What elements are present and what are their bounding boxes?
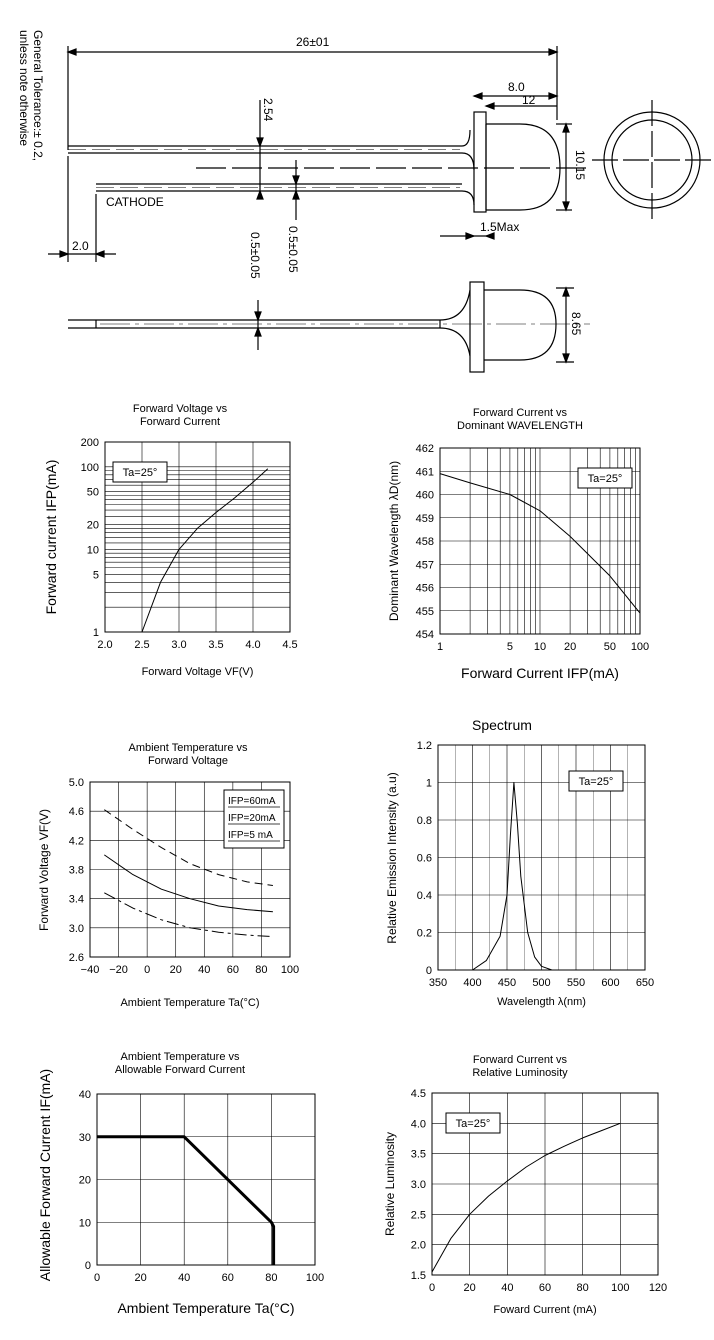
y-tick-label: 0.2	[416, 927, 432, 940]
y-tick-label: 50	[86, 486, 99, 499]
x-tick-label: 500	[532, 977, 551, 989]
dim-865-label: 8.65	[569, 312, 583, 336]
x-tick-label: 350	[428, 977, 448, 989]
y-tick-label: 3.0	[410, 1179, 426, 1191]
x-tick-label: 80	[576, 1282, 589, 1294]
y-tick-label: 40	[78, 1089, 91, 1101]
y-tick-label: 459	[415, 512, 434, 525]
x-tick-label: −20	[109, 964, 128, 976]
series-line	[142, 469, 268, 632]
x-tick-label: 20	[463, 1282, 476, 1294]
x-tick-label: 100	[630, 641, 650, 653]
y-tick-label: 456	[415, 582, 434, 595]
x-tick-label: 0	[144, 964, 151, 976]
x-tick-label: 4.0	[245, 639, 261, 651]
chart-title-line: Forward Current	[139, 416, 221, 428]
x-tick-label: 40	[501, 1282, 514, 1294]
y-tick-label: 1	[92, 627, 99, 639]
y-tick-label: 0	[84, 1260, 91, 1272]
x-tick-label: 1	[436, 641, 444, 653]
y-tick-label: 4.5	[410, 1088, 426, 1100]
y-tick-label: 462	[415, 443, 434, 455]
y-tick-label: 2.5	[410, 1209, 426, 1222]
x-tick-label: 80	[265, 1272, 278, 1284]
x-tick-label: 40	[178, 1272, 191, 1284]
x-tick-label: 100	[280, 964, 300, 976]
dim-1015-label: 10.15	[573, 150, 587, 181]
annotation-label: Ta=25°	[578, 776, 614, 788]
x-axis-label: Ambient Temperature Ta(°C)	[117, 1300, 295, 1316]
dim-lead-a-label: 0.5±0.05	[248, 232, 262, 279]
y-tick-label: 20	[86, 519, 99, 532]
chart-title-line: Forward Voltage vs	[132, 403, 228, 415]
legend-entry: IFP=60mA	[228, 796, 276, 807]
x-axis-label: Wavelength λ(nm)	[497, 996, 586, 1008]
y-tick-label: 0.4	[416, 890, 432, 902]
annotation-label: Ta=25°	[122, 467, 158, 479]
x-tick-label: 50	[603, 641, 617, 653]
x-tick-label: 0	[93, 1272, 101, 1284]
y-tick-label: 10	[78, 1217, 91, 1230]
x-tick-label: 80	[255, 964, 268, 976]
chart-title-line: Spectrum	[472, 717, 532, 733]
y-axis-label: Allowable Forward Current IF(mA)	[37, 1068, 53, 1282]
tolerance-note-line2: unless note otherwise	[17, 30, 31, 147]
x-tick-label: 2.0	[97, 639, 113, 651]
x-tick-label: 100	[305, 1272, 325, 1284]
y-tick-label: 5	[92, 569, 99, 582]
x-tick-label: −40	[80, 964, 100, 976]
charts-layer	[37, 403, 667, 1316]
chart-ta_vf	[37, 742, 299, 1009]
series-line	[104, 893, 273, 937]
x-tick-label: 60	[538, 1282, 552, 1294]
dim-lead-b-label: 0.5±0.05	[286, 226, 300, 273]
x-tick-label: 60	[221, 1272, 234, 1284]
dim-254-label: 2.54	[261, 98, 275, 122]
x-axis-label: Forward Voltage VF(V)	[141, 666, 254, 678]
dim-length-label: 26±01	[296, 35, 330, 49]
series-line	[473, 783, 552, 971]
x-axis-label: Foward Current (mA)	[493, 1304, 597, 1316]
x-tick-label: 100	[611, 1282, 630, 1294]
y-tick-label: 2.6	[68, 952, 84, 964]
chart-title-line: Dominant WAVELENGTH	[457, 420, 583, 432]
y-tick-label: 10	[86, 544, 99, 557]
chart-title-line: Forward Current vs	[472, 407, 568, 419]
series-line	[104, 855, 273, 912]
chart-title-line: Forward Voltage	[147, 755, 229, 767]
x-tick-label: 5	[506, 641, 513, 653]
x-axis-label: Ambient Temperature Ta(°C)	[120, 997, 260, 1009]
legend-entry: IFP=20mA	[228, 813, 276, 824]
y-tick-label: 1.2	[416, 740, 432, 752]
y-axis-label: Relative Luminosity	[383, 1131, 397, 1237]
y-tick-label: 457	[415, 559, 434, 572]
chart-vf_if	[43, 403, 298, 678]
chart-ta_if	[37, 1051, 324, 1316]
y-tick-label: 100	[80, 461, 99, 474]
y-tick-label: 458	[415, 536, 434, 548]
x-tick-label: 650	[635, 977, 655, 989]
series-line	[97, 1137, 274, 1265]
x-tick-label: 20	[563, 641, 577, 653]
x-tick-label: 3.5	[208, 639, 224, 651]
y-tick-label: 461	[415, 466, 434, 479]
y-tick-label: 0.8	[416, 815, 432, 827]
chart-if_wl	[387, 407, 649, 681]
chart-title-line: Allowable Forward Current	[114, 1064, 246, 1076]
y-tick-label: 5.0	[68, 777, 84, 789]
dim-20-label: 2.0	[72, 239, 89, 253]
dim-15max-label: 1.5Max	[480, 220, 520, 234]
x-tick-label: 3.0	[171, 639, 187, 651]
chart-title-line: Relative Luminosity	[472, 1067, 568, 1079]
tolerance-note-line1: General Tolerance:± 0.2,	[31, 30, 45, 162]
y-tick-label: 4.6	[68, 806, 84, 819]
dim-80-label: 8.0	[508, 80, 525, 94]
y-tick-label: 4.2	[68, 835, 84, 848]
annotation-label: Ta=25°	[455, 1118, 491, 1130]
annotation-label: Ta=25°	[587, 473, 623, 485]
y-axis-label: Forward current IFP(mA)	[43, 459, 59, 615]
y-tick-label: 455	[415, 605, 434, 618]
series-line	[432, 1123, 620, 1272]
y-tick-label: 30	[78, 1131, 91, 1144]
y-tick-label: 1	[425, 777, 432, 790]
legend-entry: IFP=5 mA	[228, 830, 273, 841]
y-axis-label: Forward Voltage VF(V)	[37, 808, 51, 932]
cathode-label: CATHODE	[106, 195, 164, 209]
y-tick-label: 4.0	[410, 1118, 426, 1131]
y-tick-label: 20	[78, 1174, 91, 1187]
mechanical-drawing	[17, 30, 712, 372]
chart-title-line: Forward Current vs	[472, 1054, 568, 1066]
x-tick-label: 4.5	[282, 639, 298, 651]
x-tick-label: 10	[533, 641, 547, 653]
x-tick-label: 120	[648, 1282, 668, 1294]
x-tick-label: 40	[198, 964, 211, 976]
y-tick-label: 0.6	[416, 852, 432, 865]
y-tick-label: 0	[425, 965, 432, 977]
chart-title-line: Ambient Temperature vs	[128, 742, 248, 754]
y-tick-label: 1.5	[410, 1270, 426, 1282]
x-axis-label: Forward Current IFP(mA)	[461, 665, 619, 681]
y-tick-label: 454	[415, 629, 434, 641]
y-tick-label: 3.4	[68, 893, 84, 906]
chart-title-line: Ambient Temperature vs	[120, 1051, 240, 1063]
y-tick-label: 460	[415, 489, 434, 502]
y-tick-label: 3.0	[68, 922, 84, 935]
y-tick-label: 3.8	[68, 864, 84, 877]
x-tick-label: 0	[428, 1282, 436, 1294]
x-tick-label: 2.5	[134, 639, 150, 651]
y-axis-label: Relative Emission Intensity (a.u)	[385, 772, 399, 944]
x-tick-label: 600	[601, 977, 620, 989]
y-tick-label: 3.5	[410, 1148, 426, 1161]
x-tick-label: 450	[497, 977, 517, 989]
y-tick-label: 200	[80, 437, 99, 449]
x-tick-label: 550	[566, 977, 586, 989]
chart-spectrum	[385, 717, 654, 1008]
x-tick-label: 20	[169, 964, 182, 976]
chart-if_lum	[383, 1054, 667, 1316]
y-axis-label: Dominant Wavelength λD(nm)	[387, 460, 401, 622]
x-tick-label: 60	[226, 964, 239, 976]
dim-12-label: 12	[522, 93, 536, 107]
x-tick-label: 20	[134, 1272, 147, 1284]
x-tick-label: 400	[463, 977, 482, 989]
chart-grid	[97, 1094, 315, 1265]
y-tick-label: 2.0	[410, 1239, 426, 1252]
